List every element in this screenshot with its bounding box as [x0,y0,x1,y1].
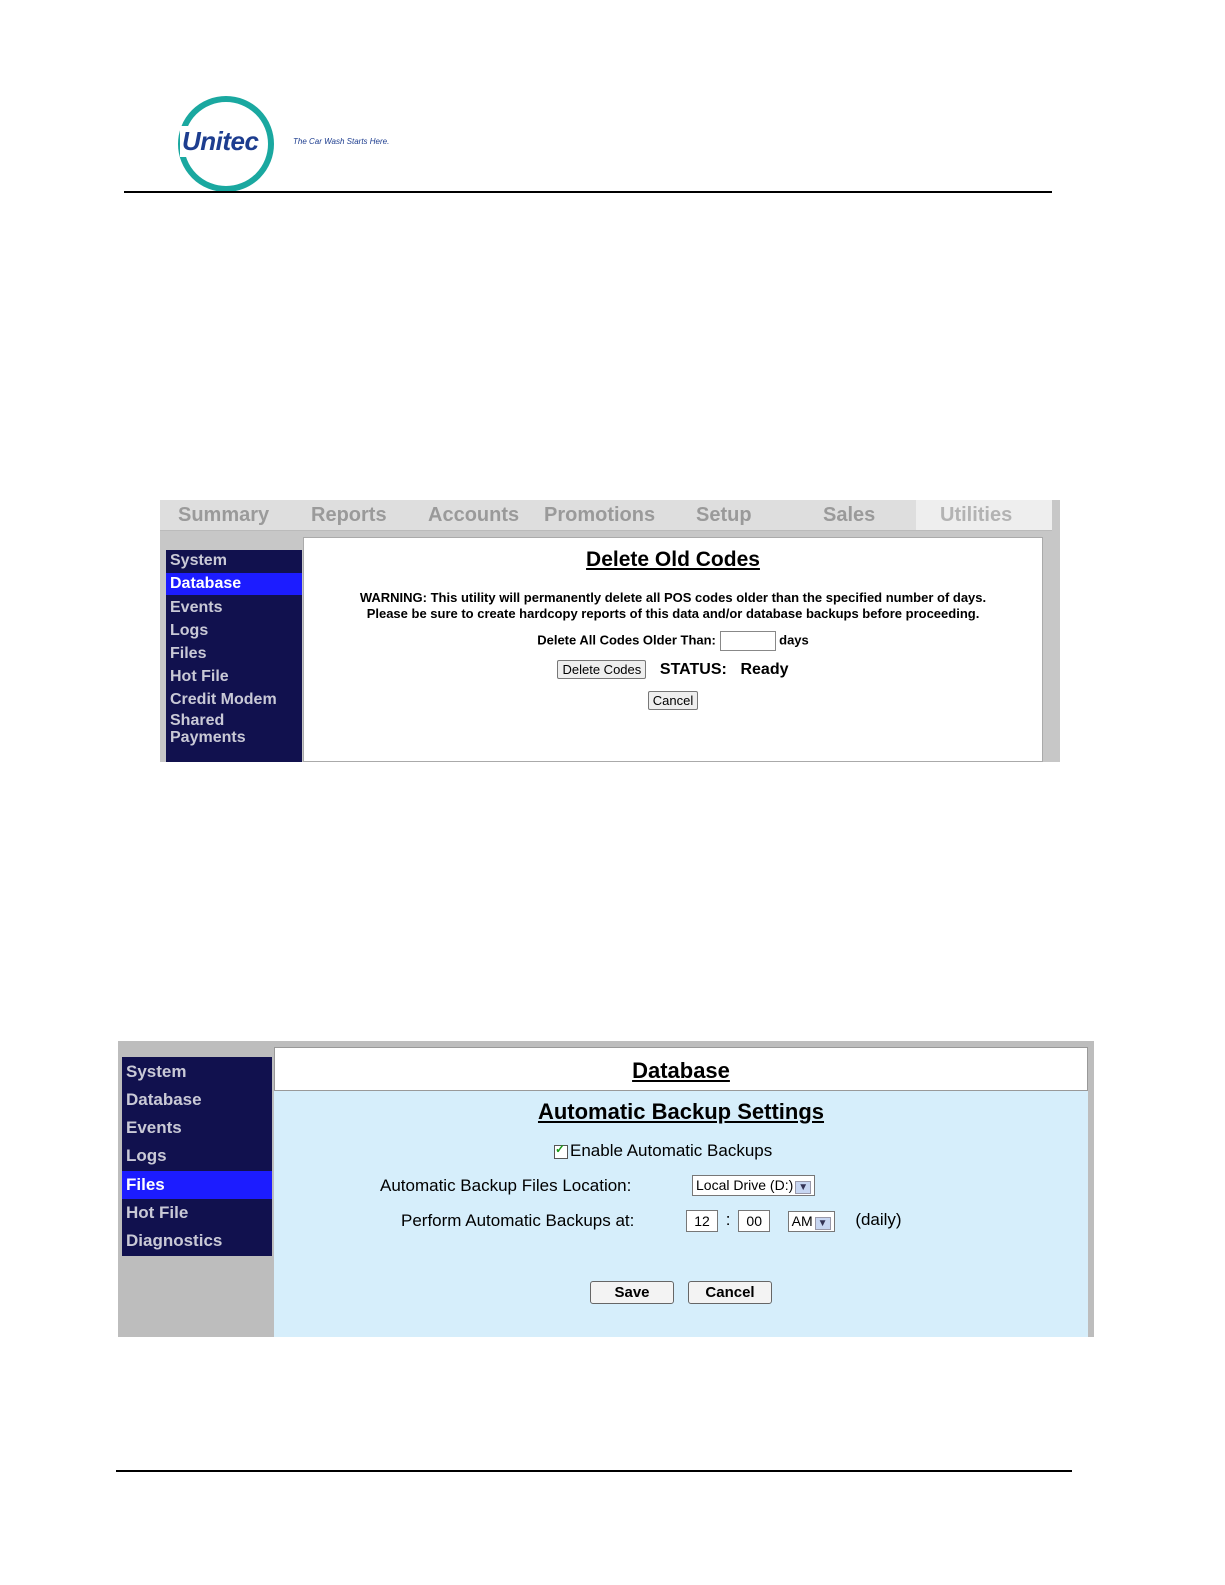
sidebar-item-files[interactable]: Files [170,645,207,662]
tab-accounts[interactable]: Accounts [428,504,520,526]
logo-tagline: The Car Wash Starts Here. [293,137,390,146]
ampm-value: AM [791,1212,813,1229]
sidebar-item-logs[interactable]: Logs [126,1146,167,1165]
sidebar-item-files[interactable]: Files [122,1171,272,1199]
delete-codes-panel [303,537,1043,762]
footer-rule [116,1470,1072,1472]
chevron-down-icon: ▼ [815,1217,831,1230]
database-header [274,1047,1088,1091]
cancel-row [304,691,1042,710]
location-value: Local Drive (D:) [696,1177,794,1194]
cancel-button[interactable]: Cancel [648,691,698,710]
days-label: Delete All Codes Older Than: [537,632,716,648]
sidebar-item-events[interactable]: Events [126,1118,182,1137]
enable-backups-row [554,1141,772,1161]
tab-sales[interactable]: Sales [823,504,876,526]
sidebar-item-credit-modem[interactable]: Credit Modem [170,691,277,708]
status-value: Ready [740,660,789,678]
enable-backups-checkbox[interactable] [554,1141,568,1159]
sidebar-item-database[interactable]: Database [126,1090,202,1109]
days-unit: days [779,632,809,648]
warning-line: WARNING: This utility will permanently delete all POS codes older than the specified number of days. [359,590,987,605]
warning-line: Please be sure to create hardcopy reports of this data and/or database backups before proceeding. [366,606,980,621]
chevron-down-icon: ▼ [795,1181,811,1194]
delete-codes-button[interactable]: Delete Codes [557,660,646,679]
sidebar-item-label: Payments [170,729,246,746]
page-title: Delete Old Codes [586,548,760,571]
delete-old-codes-screenshot [160,500,1060,762]
main-tab-bar [160,500,1052,531]
time-row [686,1210,902,1232]
tab-summary[interactable]: Summary [178,504,270,526]
sidebar-item-label: Shared [170,712,225,729]
header-rule [124,191,1052,193]
tab-utilities[interactable]: Utilities [940,504,1013,526]
enable-backups-label: Enable Automatic Backups [570,1141,773,1160]
ampm-select[interactable] [788,1211,835,1232]
checkmark-icon: ✓ [555,1141,566,1156]
time-colon: : [725,1210,731,1230]
action-row [304,660,1042,679]
tab-setup[interactable]: Setup [696,504,752,526]
unitec-logo [178,96,278,190]
sidebar-item-hot-file[interactable]: Hot File [126,1203,189,1222]
save-button[interactable]: Save [590,1281,674,1304]
location-label: Automatic Backup Files Location: [380,1176,632,1195]
days-input[interactable] [720,631,776,651]
page-title: Database [632,1058,730,1083]
backup-settings-panel [274,1091,1088,1337]
days-row [304,631,1042,651]
sidebar-item-logs[interactable]: Logs [170,622,209,639]
sidebar-item-diagnostics[interactable]: Diagnostics [126,1231,223,1250]
hour-input[interactable]: 12 [686,1210,718,1232]
automatic-backup-screenshot [118,1041,1094,1337]
location-select[interactable] [692,1175,815,1196]
tab-reports[interactable]: Reports [311,504,387,526]
status-label: STATUS: [659,660,727,678]
database-sidebar [122,1057,272,1256]
time-label: Perform Automatic Backups at: [401,1211,635,1230]
tab-promotions[interactable]: Promotions [544,504,656,526]
minute-input[interactable]: 00 [738,1210,770,1232]
daily-label: (daily) [855,1210,902,1230]
logo-word: Unitec [182,126,259,156]
sidebar-item-hot-file[interactable]: Hot File [170,668,229,685]
cancel-button[interactable]: Cancel [688,1281,772,1304]
utilities-sidebar [166,550,302,762]
sidebar-item-events[interactable]: Events [170,599,223,616]
warning-text [304,590,1042,622]
sidebar-item-shared-payments[interactable] [166,712,302,752]
section-title: Automatic Backup Settings [537,1099,825,1124]
sidebar-item-system[interactable]: System [170,552,227,569]
sidebar-item-system[interactable]: System [126,1062,187,1081]
sidebar-item-database[interactable]: Database [166,573,302,595]
